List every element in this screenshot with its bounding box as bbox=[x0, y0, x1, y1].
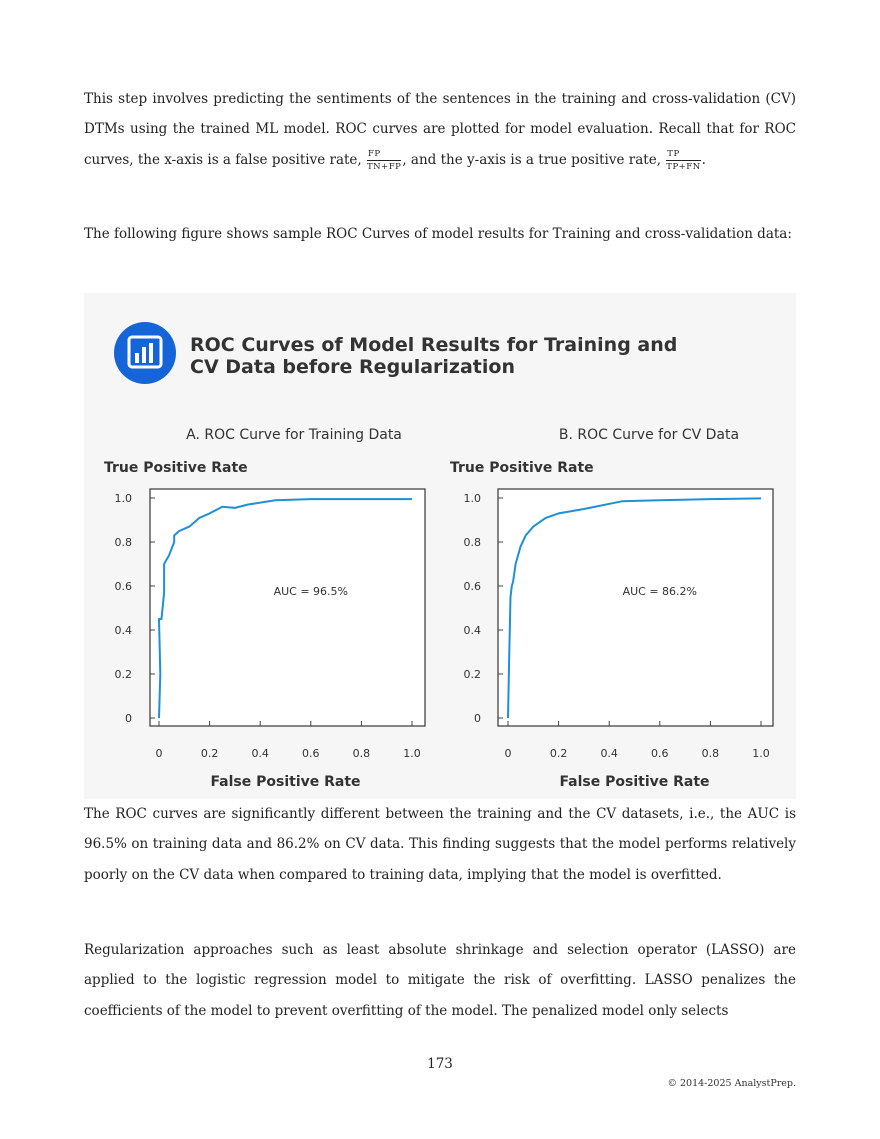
x-tick-label: 0.2 bbox=[200, 747, 219, 760]
plot-frame bbox=[498, 489, 773, 726]
copyright: © 2014-2025 AnalystPrep. bbox=[667, 1078, 796, 1089]
fp-denominator: TN+FP bbox=[366, 161, 402, 172]
tp-denominator: TP+FN bbox=[666, 161, 701, 172]
roc-chart-cv bbox=[450, 427, 773, 790]
x-tick-label: 0.8 bbox=[701, 747, 720, 760]
x-tick-label: 0.6 bbox=[302, 747, 320, 760]
y-tick-label: 0.8 bbox=[463, 536, 481, 549]
y-tick-label: 0.2 bbox=[114, 668, 132, 681]
x-tick-label: 0.4 bbox=[251, 747, 269, 760]
y-tick-label: 0.4 bbox=[114, 624, 132, 637]
y-tick-label: 0 bbox=[125, 712, 132, 725]
x-tick-label: 0 bbox=[155, 747, 163, 760]
regularization-paragraph: Regularization approaches such as least absolute shrinkage and selection operator (LASSO) are applied to the logistic regression model to mitigate the risk of overfitting. LASSO penalizes the coefficients of the model to prevent overfitting of the model. The penalized model only selects bbox=[84, 942, 796, 1019]
auc-annotation: AUC = 86.2% bbox=[622, 584, 698, 598]
x-tick-label: 0.4 bbox=[600, 747, 618, 760]
y-tick-label: 0 bbox=[474, 712, 481, 725]
x-axis-label: False Positive Rate bbox=[559, 774, 710, 790]
fp-numerator: FP bbox=[367, 149, 401, 161]
fp-rate-fraction bbox=[367, 149, 401, 172]
icon-bar-3 bbox=[149, 343, 153, 363]
figure-title-line2: CV Data before Regularization bbox=[190, 356, 515, 378]
y-tick-label: 0.4 bbox=[463, 624, 481, 637]
x-tick-label: 1.0 bbox=[403, 747, 421, 760]
page-number: 173 bbox=[427, 1056, 453, 1072]
y-tick-label: 0.8 bbox=[114, 536, 132, 549]
intro-text-end: . bbox=[701, 151, 706, 168]
auc-annotation: AUC = 96.5% bbox=[273, 584, 349, 598]
roc-figure bbox=[84, 293, 796, 799]
y-tick-label: 0.2 bbox=[463, 668, 481, 681]
tp-rate-fraction bbox=[666, 149, 700, 172]
figure-title-line1: ROC Curves of Model Results for Training and bbox=[190, 334, 678, 356]
intro-paragraph bbox=[84, 84, 796, 175]
bar-chart-icon bbox=[114, 322, 176, 384]
y-axis-label: True Positive Rate bbox=[450, 460, 594, 476]
icon-bar-2 bbox=[142, 347, 146, 363]
intro-text-start: This step involves predicting the sentiments of the sentences in the training and cross-validation (CV) DTMs using the trained ML model. ROC curves are plotted for model evaluation. Recall that for ROC curves, the x-axis is a false positive rate, bbox=[84, 91, 796, 168]
x-tick-label: 0.2 bbox=[549, 747, 568, 760]
x-tick-label: 0 bbox=[504, 747, 512, 760]
intro-text-middle: , and the y-axis is a true positive rate, bbox=[402, 151, 666, 168]
y-tick-label: 1.0 bbox=[463, 492, 481, 505]
tp-numerator: TP bbox=[666, 149, 700, 161]
y-tick-label: 0.6 bbox=[114, 580, 132, 593]
chart-title: A. ROC Curve for Training Data bbox=[186, 427, 402, 443]
x-tick-label: 0.6 bbox=[651, 747, 669, 760]
x-tick-label: 1.0 bbox=[752, 747, 770, 760]
y-tick-label: 0.6 bbox=[463, 580, 481, 593]
roc-chart-training bbox=[104, 427, 425, 790]
results-paragraph: The ROC curves are significantly different between the training and the CV datasets, i.e., the AUC is 96.5% on training data and 86.2% on CV data. This finding suggests that the model performs relatively poorly on the CV data when compared to training data, implying that the model is overfitted. bbox=[84, 806, 796, 883]
y-tick-label: 1.0 bbox=[114, 492, 132, 505]
y-axis-label: True Positive Rate bbox=[104, 460, 248, 476]
roc-figure-svg bbox=[84, 293, 796, 799]
x-axis-label: False Positive Rate bbox=[210, 774, 361, 790]
x-tick-label: 0.8 bbox=[352, 747, 371, 760]
chart-title: B. ROC Curve for CV Data bbox=[558, 427, 740, 443]
figure-intro-paragraph: The following figure shows sample ROC Curves of model results for Training and cross-validation data: bbox=[84, 226, 792, 242]
icon-bar-1 bbox=[135, 353, 139, 363]
